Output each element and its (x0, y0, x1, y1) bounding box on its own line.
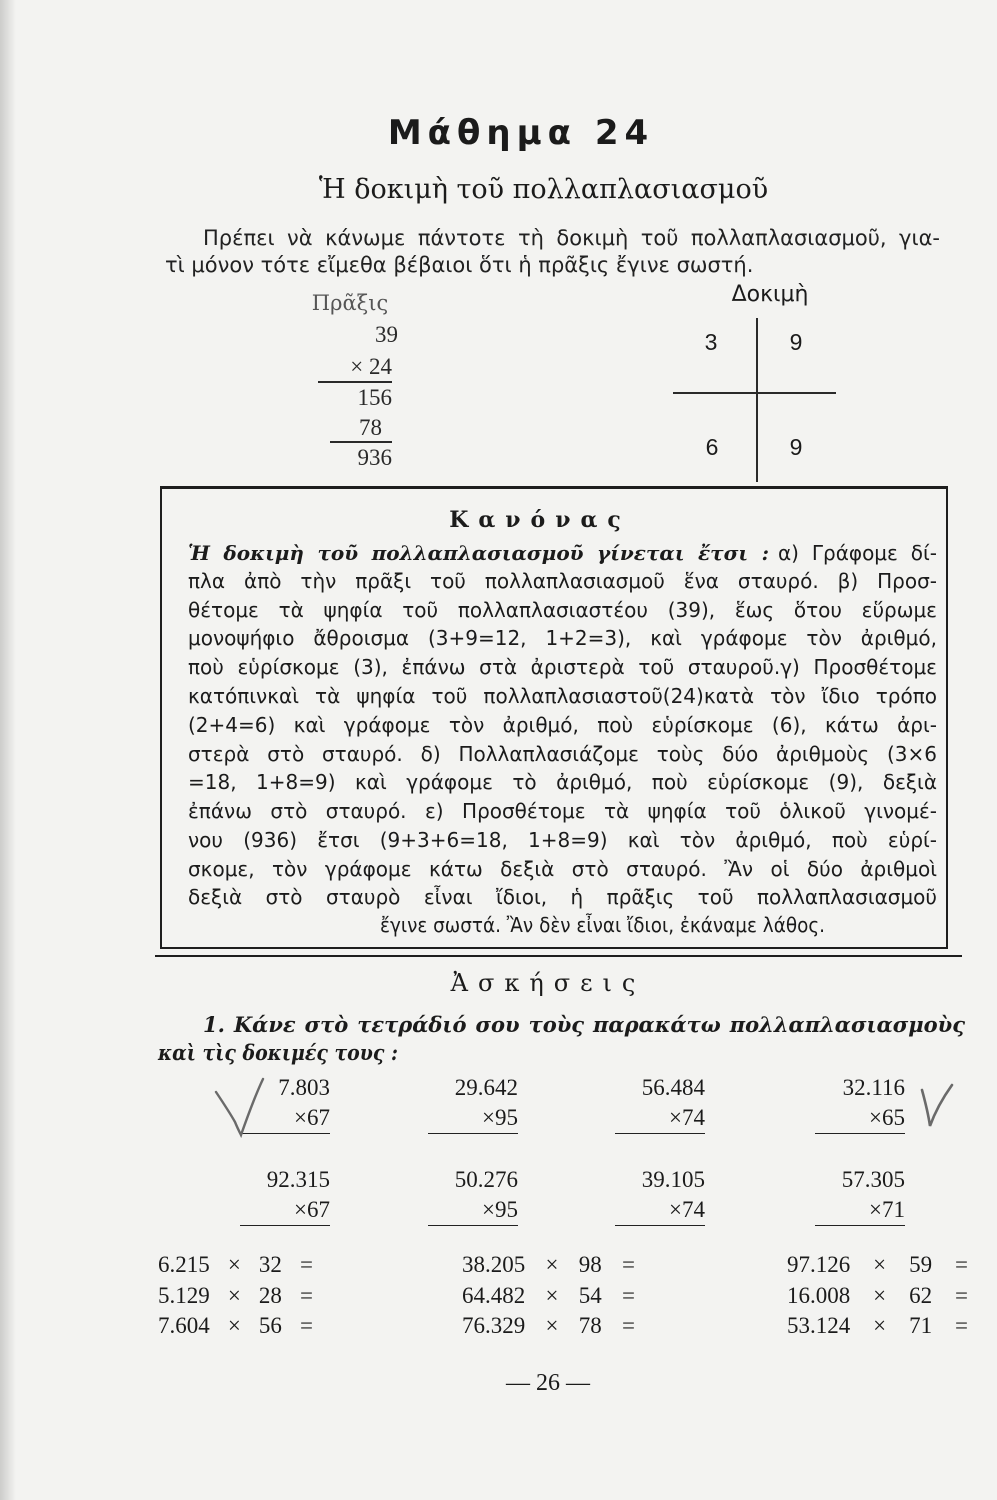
problem-multiplicand: 57.305 (841, 1167, 905, 1192)
scan-shadow (0, 0, 16, 1500)
product: 936 (357, 445, 392, 470)
check-label: Δοκιμὴ (731, 282, 809, 307)
rule-line: ποὺ εὑρίσκομε (3), ἐπάνω στὰ ἀριστερὰ τοῦ σταυροῦ.γ) Προσθέτομε (188, 655, 937, 679)
problem-multiplicand: 32.116 (842, 1075, 905, 1100)
rule-heading: Κανόνας (449, 507, 631, 533)
vertical-problem (595, 1165, 705, 1227)
cross-bottom-left: 6 (705, 434, 719, 460)
inline-problem: 6.215 × 32 = (158, 1252, 313, 1277)
problem-multiplicand: 56.484 (641, 1075, 705, 1100)
intro-line: Πρέπει νὰ κάνωμε πάντοτε τὴ δοκιμὴ τοῦ πολλαπλασιασμοῦ, για- (203, 226, 940, 250)
problem-multiplicand: 7.803 (278, 1075, 330, 1100)
inline-problem: 38.205 × 98 = (462, 1252, 635, 1277)
problem-multiplicand: 50.276 (454, 1167, 518, 1192)
page-number: — 26 — (506, 1370, 590, 1396)
problem-multiplier: ×74 (615, 1103, 705, 1134)
multiplier: × 24 (350, 354, 392, 379)
partial-product: 156 (357, 385, 392, 410)
multiplicand: 39 (375, 322, 398, 347)
problem-multiplicand: 29.642 (454, 1075, 518, 1100)
inline-problem: 76.329 × 78 = (462, 1313, 635, 1338)
rule-line (188, 539, 937, 567)
rule-line: στερὰ στὸ σταυρό. δ) Πολλαπλασιάζομε τοὺς δύο ἀριθμοὺς (3×6 (188, 742, 937, 766)
rule-line: (2+4=6) καὶ γράφομε τὸν ἀριθμό, ποὺ εὑρίσκομε (6), κάτω ἀρι- (188, 713, 937, 737)
intro-line: τὶ μόνον τότε εἴμεθα βέβαιοι ὅτι ἡ πρᾶξις ἔγινε σωστή. (165, 253, 754, 277)
exercise-instruction: 1. Κάνε στὸ τετράδιό σου τοὺς παρακάτω πολλαπλασιασμοὺς (203, 1012, 965, 1037)
exercise-instruction: καὶ τὶς δοκιμές τους : (158, 1040, 398, 1065)
cross-bottom-right: 9 (789, 434, 803, 460)
vertical-problem (595, 1073, 705, 1135)
operation-label: Πρᾶξις (311, 291, 389, 315)
lesson-title: Μάθημα 24 (387, 113, 655, 153)
check-cross-horizontal (673, 392, 836, 394)
cross-top-right: 9 (789, 329, 803, 355)
vertical-problem (795, 1165, 905, 1227)
vertical-problem (795, 1073, 905, 1135)
rule-box-double-rule (155, 955, 962, 957)
rule-line: σκομε, τὸν γράφομε κάτω δεξιὰ στὸ σταυρό. Ἂν οἱ δύο ἀριθμοὶ (188, 857, 937, 881)
rule-line: πλα ἀπὸ τὴν πρᾶξι τοῦ πολλαπλασιασμοῦ ἕνα σταυρό. β) Προσ- (188, 569, 937, 593)
partial-product: 78 (359, 415, 382, 440)
problem-multiplicand: 92.315 (266, 1167, 330, 1192)
inline-problem: 7.604 × 56 = (158, 1313, 313, 1338)
inline-problem: 64.482 × 54 = (462, 1283, 635, 1308)
lesson-subtitle: Ἡ δοκιμὴ τοῦ πολλαπλασιασμοῦ (318, 174, 769, 205)
rule-line: νου (936) ἔτσι (9+3+6=18, 1+8=9) καὶ τὸν ἀριθμό, ποὺ εὑρί- (188, 828, 937, 852)
problem-multiplier: ×95 (428, 1103, 518, 1134)
problem-multiplier: ×65 (815, 1103, 905, 1134)
problem-multiplier: ×67 (240, 1195, 330, 1226)
rule-line: θέτομε τὰ ψηφία τοῦ πολλαπλασιαστέου (39), ἕως ὅτου εὕρωμε (188, 598, 937, 622)
vertical-problem (408, 1165, 518, 1227)
problem-multiplicand: 39.105 (641, 1167, 705, 1192)
rule-line-rest: α) Γράφομε δί- (777, 541, 937, 565)
vertical-problem (220, 1073, 330, 1135)
exercises-heading: Ἀσκήσεις (450, 969, 646, 997)
inline-problem: 53.124 × 71 = (787, 1313, 968, 1338)
problem-multiplier: ×95 (428, 1195, 518, 1226)
vertical-problem (220, 1165, 330, 1227)
problem-multiplier: ×67 (240, 1103, 330, 1134)
rule-line: κατόπινκαὶ τὰ ψηφία τοῦ πολλαπλασιαστοῦ(24)κατὰ τὸν ἴδιο τρόπο (188, 684, 937, 708)
rule-line: ἐπάνω στὸ σταυρό. ε) Προσθέτομε τὰ ψηφία τοῦ ὁλικοῦ γινομέ- (188, 799, 937, 823)
sum-line (318, 381, 392, 383)
problem-multiplier: ×74 (615, 1195, 705, 1226)
inline-problem: 5.129 × 28 = (158, 1283, 313, 1308)
problem-multiplier: ×71 (815, 1195, 905, 1226)
check-cross-vertical (756, 318, 758, 482)
rule-line: μονοψήφιο ἄθροισμα (3+9=12, 1+2=3), καὶ γράφομε τὸν ἀριθμό, (188, 626, 937, 650)
inline-problem: 16.008 × 62 = (787, 1283, 968, 1308)
sum-line (330, 441, 392, 443)
rule-lead: Ἡ δοκιμὴ τοῦ πολλαπλασιασμοῦ γίνεται ἔτσι : (188, 541, 769, 565)
vertical-problem (408, 1073, 518, 1135)
cross-top-left: 3 (704, 329, 718, 355)
rule-line-last: ἔγινε σωστά. Ἂν δὲν εἶναι ἴδιοι, ἐκάναμε λάθος. (380, 913, 825, 937)
inline-problem: 97.126 × 59 = (787, 1252, 968, 1277)
rule-line: δεξιὰ στὸ σταυρὸ εἶναι ἴδιοι, ἡ πρᾶξις τοῦ πολλαπλασιασμοῦ (188, 885, 937, 909)
handwritten-check-mark (922, 1085, 952, 1126)
rule-line: =18, 1+8=9) καὶ γράφομε τὸ ἀριθμό, ποὺ εὑρίσκομε (9), δεξιὰ (188, 770, 937, 794)
